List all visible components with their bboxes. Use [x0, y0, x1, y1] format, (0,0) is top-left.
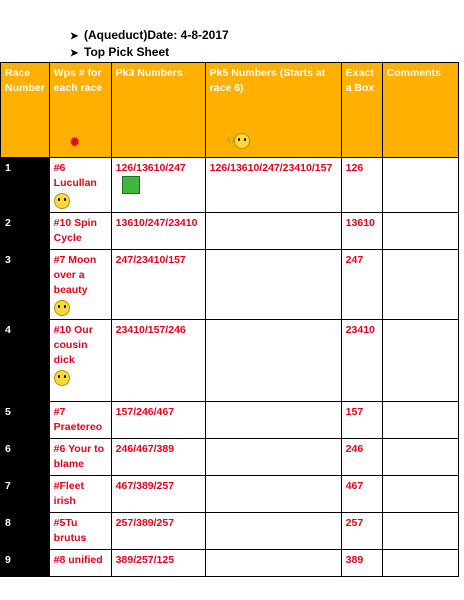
table-row — [1, 550, 459, 577]
wps-cell: #10 Spin Cycle — [49, 213, 111, 250]
pk5-cell — [205, 550, 341, 577]
table-row — [1, 213, 459, 250]
table-row — [1, 476, 459, 513]
race-number-cell: 2 — [1, 213, 50, 250]
wps-cell: #Fleet irish — [49, 476, 111, 513]
comments-cell[interactable] — [382, 476, 458, 513]
pk5-cell — [205, 213, 341, 250]
table-row — [1, 402, 459, 439]
col-header-pk5 — [205, 63, 341, 158]
pk3-cell: 257/389/257 — [111, 513, 205, 550]
comments-cell[interactable] — [382, 250, 458, 320]
col-header-pk5-label: Pk5 Numbers (Starts at race 6) — [209, 67, 326, 94]
wps-text: #6 Lucullan — [53, 162, 97, 189]
smiley-icon — [54, 300, 70, 316]
pick-sheet-table — [0, 62, 459, 577]
exacta-cell: 247 — [341, 250, 382, 320]
wps-cell — [49, 250, 111, 320]
pk3-cell: 247/23410/157 — [111, 250, 205, 320]
comments-cell[interactable] — [382, 158, 458, 213]
pk5-cell — [205, 513, 341, 550]
pk5-cell — [205, 250, 341, 320]
col-header-wps-label: Wps # for each race — [53, 67, 103, 94]
col-header-exacta — [341, 63, 382, 158]
smiley-icon — [54, 193, 70, 209]
col-header-comments — [382, 63, 458, 158]
pk5-cell — [205, 320, 341, 402]
wps-cell: #7 Praetereo — [49, 402, 111, 439]
col-header-pk3-label: Pk3 Numbers — [115, 67, 183, 79]
comments-cell[interactable] — [382, 513, 458, 550]
exacta-cell: 389 — [341, 550, 382, 577]
race-number-cell: 7 — [1, 476, 50, 513]
table-row — [1, 439, 459, 476]
wps-cell: #6 Your to blame — [49, 439, 111, 476]
pk3-cell: 467/389/257 — [111, 476, 205, 513]
comments-cell[interactable] — [382, 402, 458, 439]
pk5-cell — [205, 439, 341, 476]
exacta-cell: 13610 — [341, 213, 382, 250]
table-header-row — [1, 63, 459, 158]
race-number-cell: 9 — [1, 550, 50, 577]
race-number-cell: 3 — [1, 250, 50, 320]
header-line-title — [70, 45, 169, 59]
exacta-cell: 126 — [341, 158, 382, 213]
col-header-comments-label: Comments — [386, 67, 441, 79]
pk3-cell: 389/257/125 — [111, 550, 205, 577]
arrow-bullet-icon: ➤ — [70, 31, 79, 42]
pk3-cell: 157/246/467 — [111, 402, 205, 439]
exacta-cell: 157 — [341, 402, 382, 439]
col-header-pk3 — [111, 63, 205, 158]
table-row — [1, 320, 459, 402]
pk3-cell: 23410/157/246 — [111, 320, 205, 402]
comments-cell[interactable] — [382, 213, 458, 250]
wps-cell — [49, 158, 111, 213]
arrow-bullet-icon: ➤ — [70, 48, 79, 59]
comments-cell[interactable] — [382, 439, 458, 476]
table-row — [1, 158, 459, 213]
race-number-cell: 4 — [1, 320, 50, 402]
pk5-cell: 126/13610/247/23410/157 — [205, 158, 341, 213]
exacta-cell: 23410 — [341, 320, 382, 402]
col-header-wps — [49, 63, 111, 158]
exacta-cell: 246 — [341, 439, 382, 476]
col-header-exacta-label: Exact a Box — [345, 67, 375, 94]
race-number-cell: 8 — [1, 513, 50, 550]
sperm-clipart-icon: ✹ — [69, 135, 80, 149]
pk5-cell — [205, 402, 341, 439]
comments-cell[interactable] — [382, 320, 458, 402]
exacta-cell: 467 — [341, 476, 382, 513]
header-date-text: (Aqueduct)Date: 4-8-2017 — [84, 28, 229, 42]
col-header-race-label: Race Number — [5, 67, 45, 94]
header-line-date — [70, 28, 229, 42]
smiley-icon — [54, 370, 70, 386]
smiley-rays-icon: \ / — [228, 131, 251, 149]
wps-cell — [49, 320, 111, 402]
col-header-race — [1, 63, 50, 158]
race-number-cell: 6 — [1, 439, 50, 476]
wps-cell: #5Tu brutus — [49, 513, 111, 550]
wps-cell: #8 unified — [49, 550, 111, 577]
wps-text: #10 Our cousin dick — [53, 324, 93, 366]
header-title-text: Top Pick Sheet — [84, 45, 170, 59]
green-monster-icon — [122, 176, 140, 194]
pk3-cell: 13610/247/23410 — [111, 213, 205, 250]
pk5-cell — [205, 476, 341, 513]
table-row — [1, 250, 459, 320]
exacta-cell: 257 — [341, 513, 382, 550]
race-number-cell: 5 — [1, 402, 50, 439]
pk3-cell — [111, 158, 205, 213]
pk3-text: 126/13610/247 — [115, 162, 186, 174]
pk3-cell: 246/467/389 — [111, 439, 205, 476]
table-row — [1, 513, 459, 550]
wps-text: #7 Moon over a beauty — [53, 254, 97, 296]
race-number-cell: 1 — [1, 158, 50, 213]
comments-cell[interactable] — [382, 550, 458, 577]
